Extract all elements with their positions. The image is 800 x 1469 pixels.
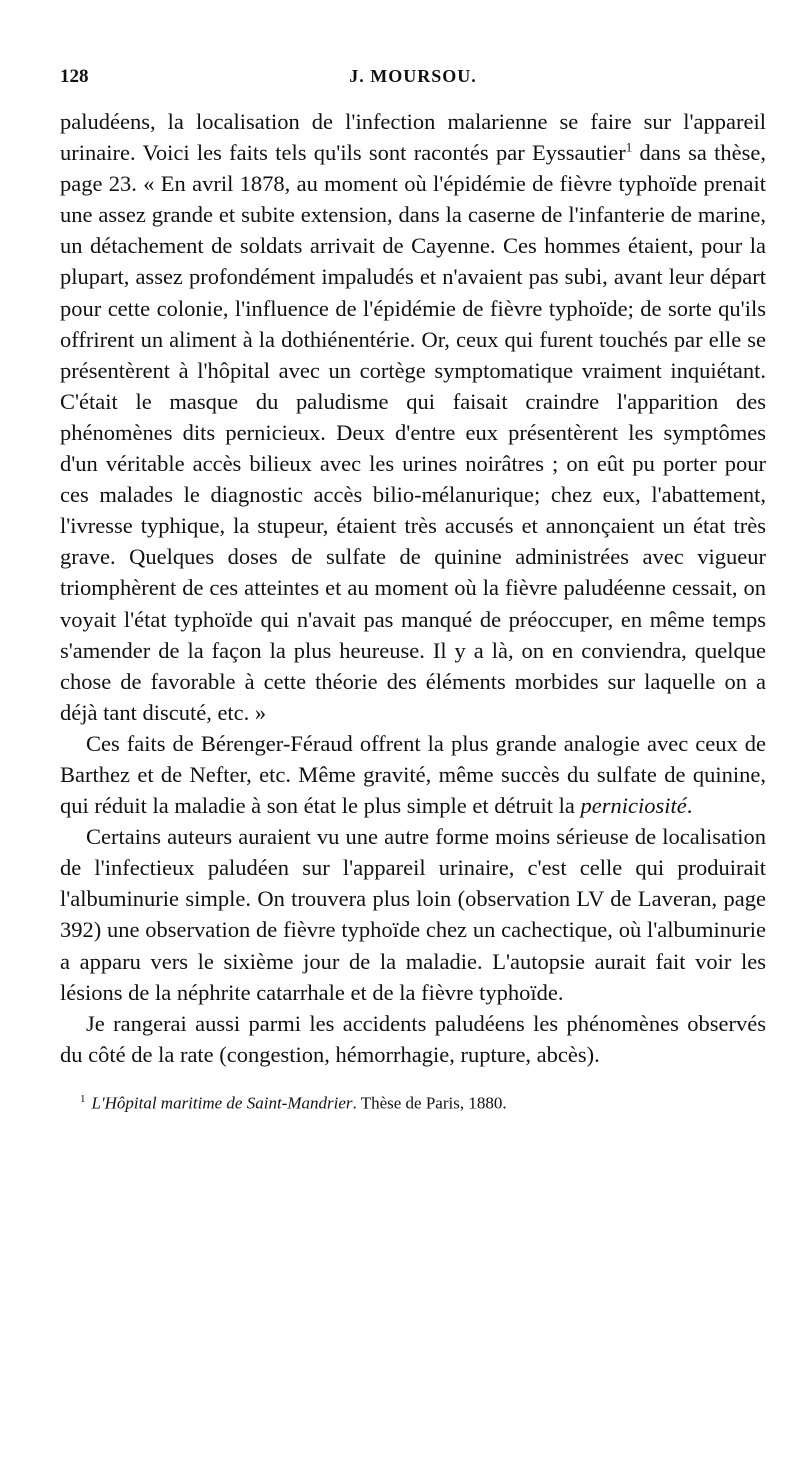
paragraph-2-text-after: . (686, 793, 693, 819)
footnote-marker: 1 (80, 1092, 86, 1105)
body-text (60, 106, 766, 1070)
footnote-reference: 1 (625, 139, 633, 155)
paragraph-1-text-before: paludéens, la localisation de l'infection malarienne se faire sur l'appareil urinaire. Voici les faits tels qu'ils sont racontés par Eyssautier (60, 109, 766, 166)
paragraph-1 (60, 106, 766, 728)
footnote (60, 1088, 766, 1115)
footnote-title: L'Hôpital maritime de Saint-Mandrier (91, 1093, 353, 1113)
paragraph-2 (60, 728, 766, 821)
footnote-text: . Thèse de Paris, 1880. (352, 1093, 507, 1113)
paragraph-2-text-before: Ces faits de Bérenger-Féraud offrent la plus grande analogie avec ceux de Barthez et de Nefter, etc. Même gravité, même succès du sulfate de quinine, qui réduit la maladie à son état le plus simple et détruit la (60, 730, 766, 819)
running-head: J. MOURSOU. (349, 66, 477, 86)
page-header (60, 66, 766, 106)
page-number: 128 (60, 66, 89, 87)
paragraph-4: Je rangerai aussi parmi les accidents paludéens les phénomènes observés du côté de la rate (congestion, hémorrhagie, rupture, abcès). (60, 1010, 766, 1067)
book-page (60, 66, 766, 1115)
paragraph-2-italic-term: perniciosité (580, 793, 687, 819)
paragraph-1-text-after: dans sa thèse, page 23. « En avril 1878, au moment où l'épidémie de fièvre typhoïde prenait une assez grande et subite extension, dans la caserne de l'infanterie de marine, un détachement de soldats arrivait de Cayenne. Ces hommes étaient, pour la plupart, assez profondément impaludés et n'avaient pas subi, avant leur départ pour cette colonie, l'influence de l'épidémie de fièvre typhoïde; de sorte qu'ils offrirent un aliment à la dothiénentérie. Or, ceux qui furent touchés par elle se présentèrent à l'hôpital avec un cortège symptomatique vraiment inquiétant. C'était le masque du paludisme qui faisait craindre l'apparition des phénomènes dits pernicieux. Deux d'entre eux présentèrent les symptômes d'un véritable accès bilieux avec les urines noirâtres ; on eût pu porter pour ces malades le diagnostic accès bilio-mélanurique; chez eux, l'abattement, l'ivresse typhique, la stupeur, étaient très accusés et annonçaient un état très grave. Quelques doses de sulfate de quinine administrées avec vigueur triomphèrent de ces atteintes et au moment où la fièvre paludéenne cessait, on voyait l'état typhoïde qui n'avait pas manqué de préoccuper, en même temps s'amender de la façon la plus heureuse. Il y a là, on en conviendra, quelque chose de favorable à cette théorie des éléments morbides sur laquelle on a déjà tant discuté, etc. » (60, 140, 766, 725)
paragraph-3: Certains auteurs auraient vu une autre forme moins sérieuse de localisation de l'infectieux paludéen sur l'appareil urinaire, c'est celle qui produirait l'albuminurie simple. On trouvera plus loin (observation LV de Laveran, page 392) une observation de fièvre typhoïde chez un cachectique, où l'albuminurie a apparu vers le sixième jour de la maladie. L'autopsie aurait fait voir les lésions de la néphrite catarrhale et de la fièvre typhoïde. (60, 824, 766, 1005)
